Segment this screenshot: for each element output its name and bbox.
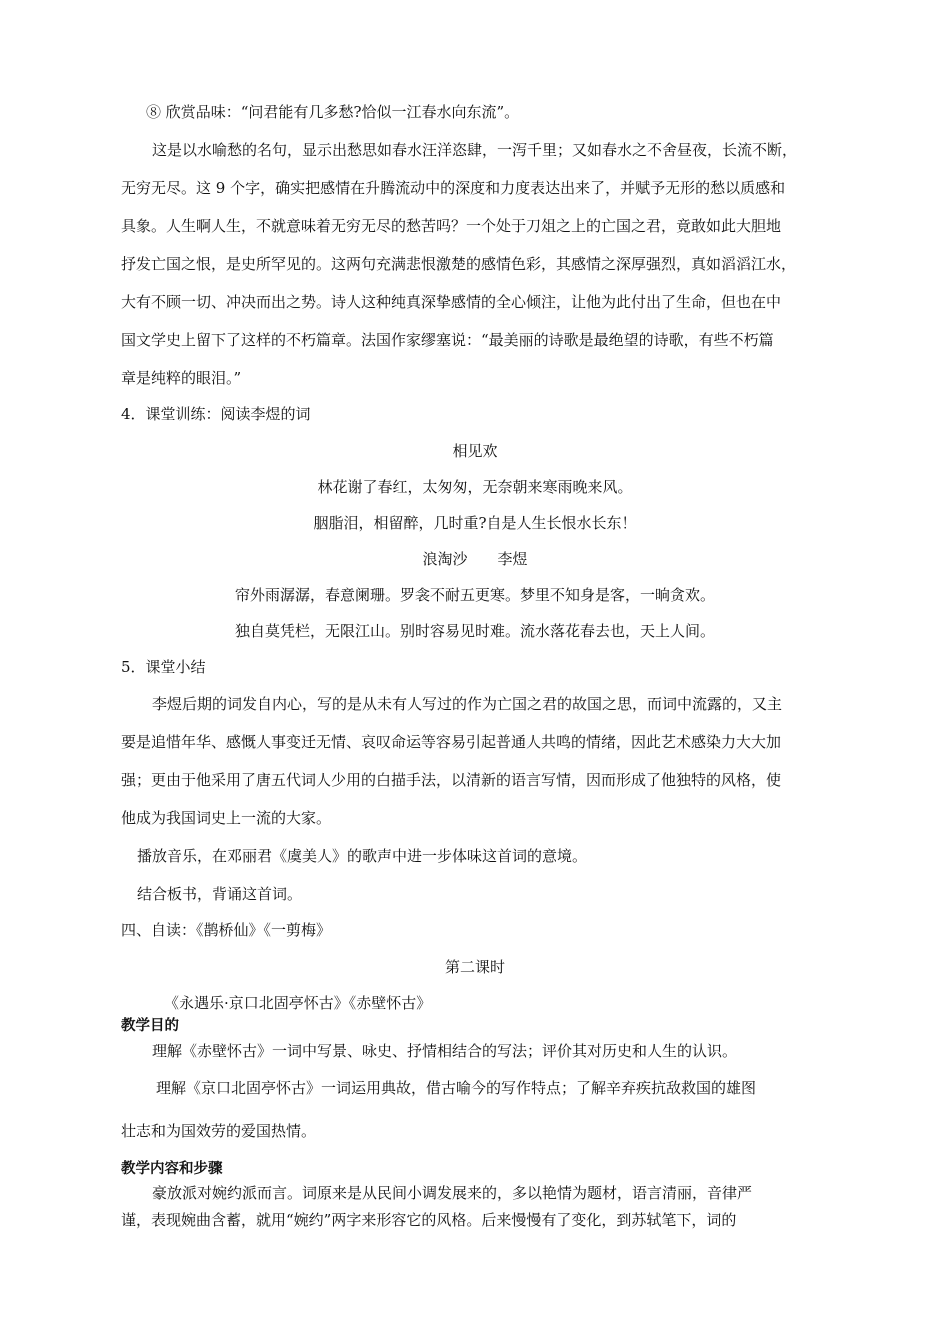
poem1-title: 相见欢 xyxy=(452,442,498,460)
poem2-line: 帘外雨潺潺，春意阑珊。罗衾不耐五更寒。梦里不知身是客，一晌贪欢。 xyxy=(234,586,715,604)
item8-paragraph-line: 大有不顾一切、冲决而出之势。诗人这种纯真深挚感情的全心倾注，让他为此付出了生命，但也在中 xyxy=(121,293,782,311)
goals-line: 壮志和为国效劳的爱国热情。 xyxy=(121,1122,317,1140)
lesson2-title: 第二课时 xyxy=(444,958,505,976)
section5-paragraph-line: 他成为我国词史上一流的大家。 xyxy=(121,809,332,827)
steps-line: 谨，表现婉曲含蓄，就用“婉约”两字来形容它的风格。后来慢慢有了变化，到苏轼笔下，词的 xyxy=(121,1211,737,1229)
part4-heading: 四、自读：《鹊桥仙》《一剪梅》 xyxy=(121,921,332,939)
section5-paragraph-line: 李煜后期的词发自内心，写的是从未有人写过的作为亡国之君的故国之思，而词中流露的，又主 xyxy=(152,695,783,713)
steps-line: 豪放派对婉约派而言。词原来是从民间小调发展来的，多以艳情为题材，语言清丽，音律严 xyxy=(152,1184,753,1202)
section5-paragraph-line: 要是追惜年华、感慨人事变迁无情、哀叹命运等容易引起普通人共鸣的情绪，因此艺术感染力大大加 xyxy=(121,733,782,751)
poem2-line: 独自莫凭栏，无限江山。别时容易见时难。流水落花春去也，天上人间。 xyxy=(234,622,715,640)
section5-extra-line: 播放音乐，在邓丽君《虞美人》的歌声中进一步体味这首词的意境。 xyxy=(137,847,588,865)
poem1-line: 胭脂泪，相留醉，几时重?自是人生长恨水长东！ xyxy=(313,514,637,532)
section5-extra-line: 结合板书，背诵这首词。 xyxy=(137,885,303,903)
poem1-line: 林花谢了春红，太匆匆，无奈朝来寒雨晚来风。 xyxy=(317,478,633,496)
lesson2-subtitle: 《永遇乐·京口北固亭怀古》《赤壁怀古》 xyxy=(164,994,432,1012)
item8-paragraph-line: 无穷无尽。这 9 个字，确实把感情在升腾流动中的深度和力度表达出来了，并赋予无形的愁以质感和 xyxy=(121,179,786,197)
goals-line: 理解《赤壁怀古》一词中写景、咏史、抒情相结合的写法；评价其对历史和人生的认识。 xyxy=(152,1042,738,1060)
item8-paragraph-line: 国文学史上留下了这样的不朽篇章。法国作家缪塞说：“最美丽的诗歌是最绝望的诗歌，有些不朽篇 xyxy=(121,331,774,349)
item8-paragraph-line: 这是以水喻愁的名句，显示出愁思如春水汪洋恣肆，一泻千里；又如春水之不舍昼夜，长流不断， xyxy=(152,141,798,159)
poem2-title: 浪淘沙 李煜 xyxy=(422,550,528,568)
item8-paragraph-line: 抒发亡国之恨，是史所罕见的。这两句充满悲恨激楚的感情色彩，其感情之深厚强烈，真如滔滔江水， xyxy=(121,255,797,273)
section5-paragraph-line: 强；更由于他采用了唐五代词人少用的白描手法，以清新的语言写情，因而形成了他独特的风格，使 xyxy=(121,771,782,789)
section5-heading: 5．课堂小结 xyxy=(121,658,206,676)
item8-heading: ⑧ 欣赏品味：“问君能有几多愁?恰似一江春水向东流”。 xyxy=(146,103,520,121)
steps-heading: 教学内容和步骤 xyxy=(121,1161,223,1177)
item8-paragraph-line: 章是纯粹的眼泪。” xyxy=(121,369,242,387)
goals-heading: 教学目的 xyxy=(121,1018,179,1034)
section4-heading: 4．课堂训练：阅读李煜的词 xyxy=(121,405,311,423)
goals-line: 理解《京口北固亭怀古》一词运用典故，借古喻今的写作特点；了解辛弃疾抗敌救国的雄图 xyxy=(156,1079,757,1097)
item8-paragraph-line: 具象。人生啊人生，不就意味着无穷无尽的愁苦吗？一个处于刀俎之上的亡国之君，竟敢如此大胆地 xyxy=(121,217,782,235)
